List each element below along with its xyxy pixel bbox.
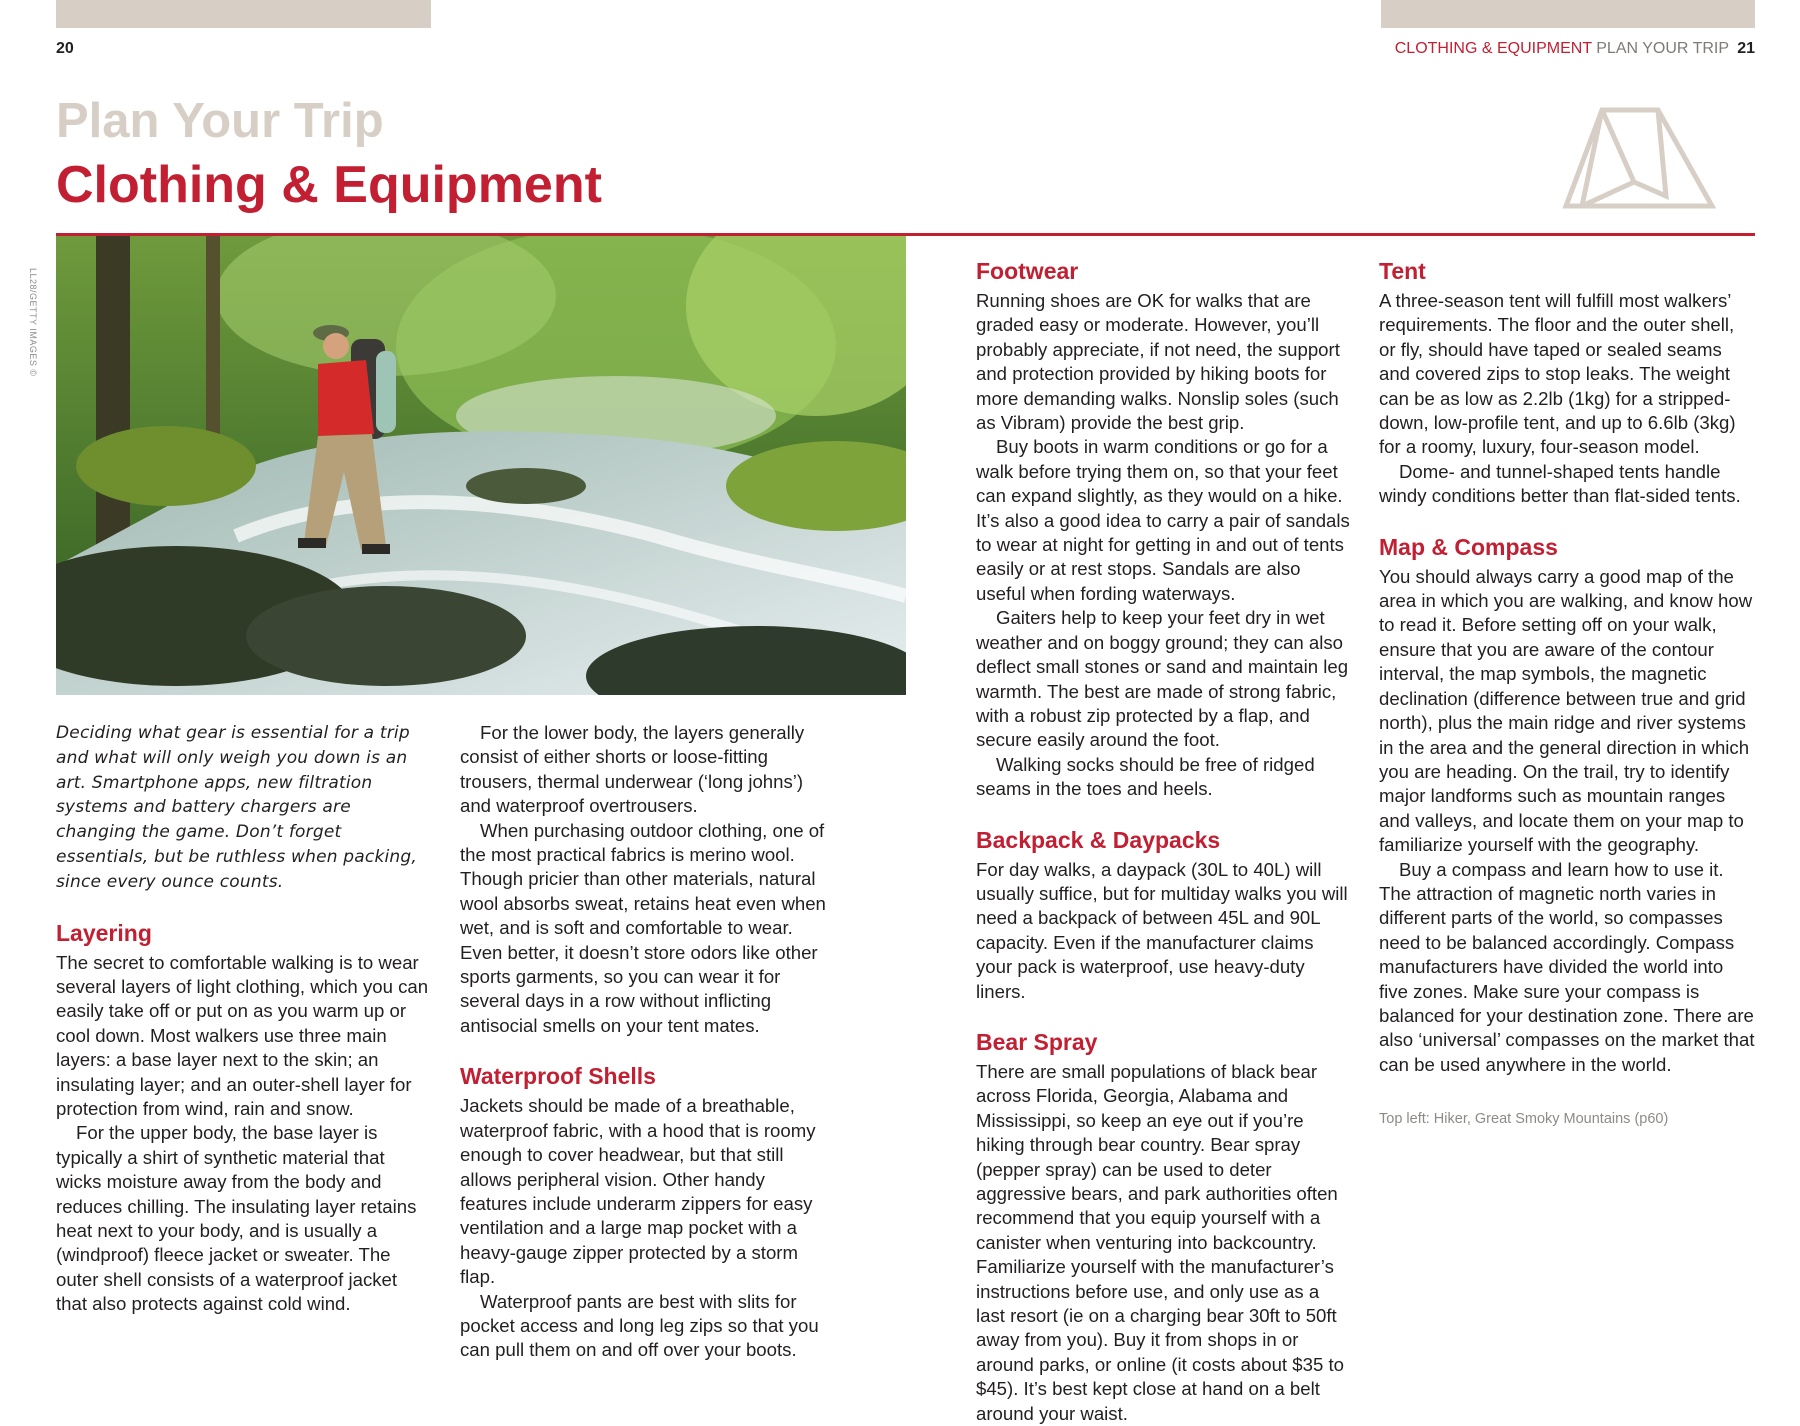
photo-caption: Top left: Hiker, Great Smoky Mountains (p60)	[1379, 1111, 1669, 1128]
tent-paragraph-1: A three-season tent will fulfill most walkers’ requirements. The floor and the outer shell, or fly, should have taped or sealed seams and covered zips to stop leaks. The weight can be as low as 2.2lb (1kg) for a stripped-down, low-profile tent, and up to 6.6lb (3kg) for a roomy, luxury, four-season model.	[1379, 290, 1736, 458]
section-heading-shells: Waterproof Shells	[460, 1063, 656, 1090]
backpack-paragraph-1: For day walks, a daypack (30L to 40L) will usually suffice, but for multiday walks you will need a backpack of between 45L and 90L capacity. Even if the manufacturer claims your pack is waterproof, use heavy-duty liners.	[976, 858, 1348, 1002]
layering-paragraph-3: For the lower body, the layers generally consist of either shorts or loose-fitting trousers, thermal underwear (‘long johns’) and waterproof overtrousers.	[460, 722, 805, 817]
running-head	[1395, 40, 1755, 58]
map-paragraph-1: You should always carry a good map of the area in which you are walking, and know how to read it. Before setting off on your walk, ensure that you are aware of the contour interval, the map symbols, the magnetic declination (difference between true and grid north), plus the main ridge and river systems in the area and the general direction in which you are heading. On the trail, try to identify major landforms such as mountain ranges and valleys, and locate them on your map to familiarize yourself with the geography.	[1379, 565, 1753, 856]
footwear-paragraph-3: Gaiters help to keep your feet dry in wet weather and on boggy ground; they can also deflect small stones or sand and maintain leg warmth. The best are made of strong fabric, with a robust zip protected by a flap, and secure easily around the foot.	[976, 607, 1349, 751]
section-heading-map-compass: Map & Compass	[1379, 533, 1558, 560]
footwear-paragraph-4: Walking socks should be free of ridged seams in the toes and heels.	[976, 753, 1315, 800]
layering-paragraph-4: When purchasing outdoor clothing, one of the most practical fabrics is merino wool. Though pricier than other materials, natural wool absorbs sweat, retains heat even when wet, and is soft and comfortable to wear. Even better, it doesn’t store odors like other sports garments, so you can wear it for several days in a row without inflicting antisocial smells on your tent mates.	[460, 819, 826, 1036]
top-decor-bar-left	[56, 0, 431, 28]
intro-text: Deciding what gear is essential for a trip and what will only weigh you down is an art. Smartphone apps, new filtration systems and battery chargers are changing the game. Don’t forget essentials, but be ruthless when packing, since every ounce counts.	[56, 723, 417, 892]
tent-icon	[1560, 104, 1720, 214]
chapter-kicker: Plan Your Trip	[56, 94, 384, 148]
shells-paragraph-2: Waterproof pants are best with slits for pocket access and long leg zips so that you can pull them on and off over your boots.	[460, 1290, 819, 1361]
page-title: Clothing & Equipment	[56, 156, 602, 214]
section-heading-bear-spray: Bear Spray	[976, 1028, 1098, 1055]
layering-paragraph-2: For the upper body, the base layer is typically a shirt of synthetic material that wicks moisture away from the body and reduces chilling. The insulating layer retains heat next to your body, and is usually a (windproof) fleece jacket or sweater. The outer shell consists of a waterproof jacket that also protects against cold wind.	[56, 1122, 417, 1315]
tent-paragraph-2: Dome- and tunnel-shaped tents handle windy conditions better than flat-sided tents.	[1379, 460, 1741, 507]
top-decor-bar-right	[1381, 0, 1755, 28]
running-section: CLOTHING & EQUIPMENT	[1394, 40, 1592, 57]
running-part: PLAN YOUR TRIP	[1596, 40, 1729, 57]
footwear-paragraph-1: Running shoes are OK for walks that are graded easy or moderate. However, you’ll probably appreciate, if not need, the support and protection provided by hiking boots for more demanding walks. Nonslip soles (such as Vibram) provide the best grip.	[976, 290, 1340, 434]
hiker-photo	[56, 236, 906, 695]
photo-credit: LL28/GETTY IMAGES ©	[28, 268, 38, 377]
footwear-paragraph-2: Buy boots in warm conditions or go for a walk before trying them on, so that your feet can expand slightly, as they would on a hike. It’s also a good idea to carry a pair of sandals to wear at night for getting in and out of tents easily or at rest stops. Sandals are also useful when fording waterways.	[976, 436, 1350, 604]
section-heading-layering: Layering	[56, 919, 152, 946]
column-4	[1379, 257, 1755, 1129]
section-heading-footwear: Footwear	[976, 258, 1079, 284]
column-1	[56, 721, 432, 1317]
column-3	[976, 257, 1352, 1426]
section-heading-backpack: Backpack & Daypacks	[976, 826, 1221, 853]
section-heading-tent: Tent	[1379, 258, 1426, 284]
map-paragraph-2: Buy a compass and learn how to use it. The attraction of magnetic north varies in different parts of the world, so compasses need to be balanced accordingly. Compass manufacturers have divided the world into five zones. Make sure your compass is balanced for your destination zone. There are also ‘universal’ compasses on the market that can be used anywhere in the world.	[1379, 858, 1755, 1075]
left-page-number: 20	[56, 40, 74, 57]
shells-paragraph-1: Jackets should be made of a breathable, waterproof fabric, with a hood that is roomy enough to cover headwear, but that still allows peripheral vision. Other handy features include underarm zippers for easy ventilation and a large map pocket with a heavy-gauge zipper protected by a storm flap.	[460, 1095, 816, 1288]
right-page-number: 21	[1737, 40, 1755, 57]
bear-spray-paragraph-1: There are small populations of black bear across Florida, Georgia, Alabama and Mississippi, so keep an eye out if you’re hiking through bear country. Bear spray (pepper spray) can be used to deter aggressive bears, and park authorities often recommend that you equip yourself with a canister when venturing into backcountry. Familiarize yourself with the manufacturer’s instructions before use, and only use as a last resort (ie on a charging bear 30ft to 50ft away from you). Buy it from shops in or around parks, or online (it costs about $35 to $45). It’s best kept close at hand on a belt around your waist.	[976, 1060, 1344, 1424]
layering-paragraph-1: The secret to comfortable walking is to wear several layers of light clothing, which you can easily take off or put on as you warm up or cool down. Most walkers use three main layers: a base layer next to the skin; an insulating layer; and an outer-shell layer for protection from wind, rain and snow.	[56, 951, 429, 1120]
column-2	[460, 721, 836, 1363]
